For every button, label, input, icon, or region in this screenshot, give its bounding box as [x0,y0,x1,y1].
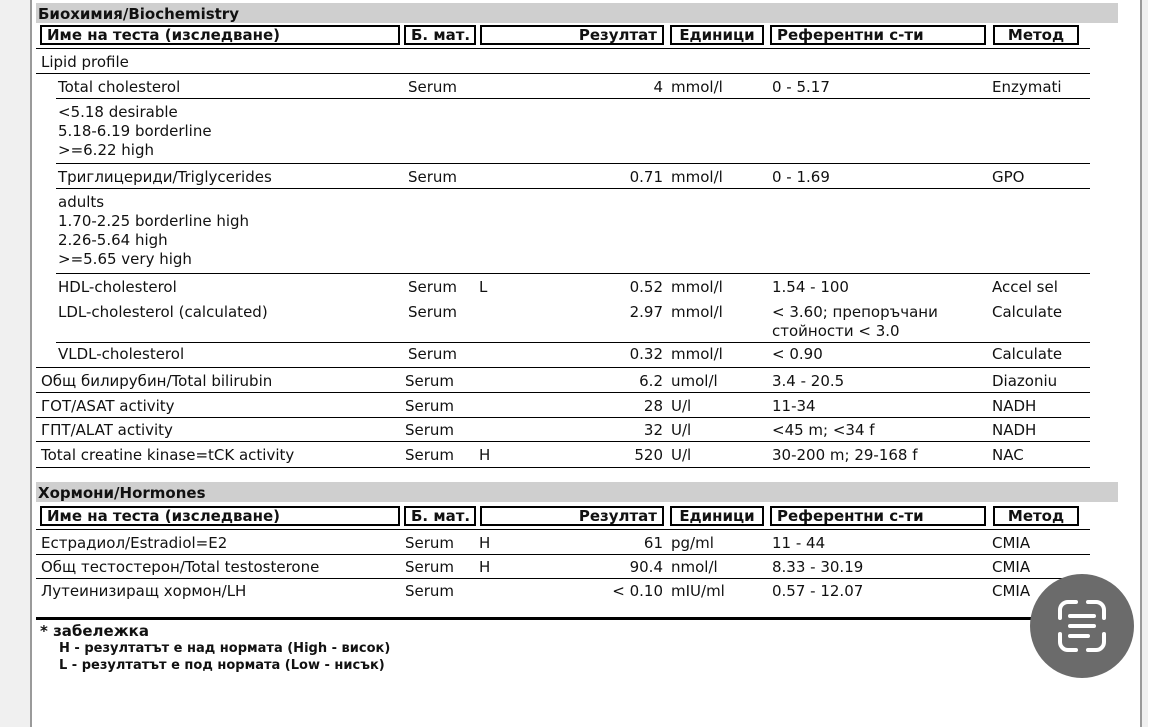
material: Serum [405,582,455,600]
reference-range: 0 - 5.17 [772,78,830,96]
result-value: 28 [643,397,663,415]
footnote-title: * забележка [40,622,149,640]
result-value: < 0.10 [612,582,663,600]
material: Serum [405,421,455,439]
method: Calculate [992,345,1063,363]
test-name: Общ билирубин/Total bilirubin [41,372,273,390]
row-divider [56,188,1090,189]
material: Serum [408,278,458,296]
material: Serum [405,446,455,464]
note-line: >=6.22 high [58,141,155,159]
reference-range: 3.4 - 20.5 [772,372,845,390]
column-header-method: Метод [993,25,1079,45]
reference-range: 0 - 1.69 [772,168,830,186]
header-divider [36,529,1090,530]
reference-range: 11 - 44 [772,534,826,552]
result-value: 0.71 [629,168,663,186]
result-value: 4 [653,78,663,96]
method: Calculate [992,303,1063,321]
flag: L [479,278,488,296]
lab-report-page [30,0,1142,727]
test-name: ГОТ/ASAT activity [41,397,175,415]
method: Enzymati [992,78,1062,96]
test-name: HDL-cholesterol [58,278,177,296]
test-name: Total cholesterol [58,78,181,96]
units: umol/l [671,372,718,390]
note-line: <5.18 desirable [58,103,178,121]
note-line: 5.18-6.19 borderline [58,122,212,140]
note-line: 2.26-5.64 high [58,231,168,249]
material: Serum [408,345,458,363]
row-divider [36,554,1090,555]
method: Diazoniu [992,372,1058,390]
note-line: adults [58,193,105,211]
column-header-method: Метод [993,506,1079,526]
units: mmol/l [671,78,723,96]
test-name: Лутеинизиращ хормон/LH [41,582,247,600]
footnote-low: L - резултатът е под нормата (Low - нисък) [59,658,385,673]
column-header-test: Име на теста (изследване) [40,506,400,526]
test-name: ГПТ/ALAT activity [41,421,173,439]
column-header-material: Б. мат. [404,25,476,45]
method: NADH [992,397,1037,415]
test-name: Общ тестостерон/Total testosterone [41,558,320,576]
units: mmol/l [671,303,723,321]
footnote-high: H - резултатът е над нормата (High - висок) [59,641,391,656]
test-name: Естрадиол/Estradiol=E2 [41,534,228,552]
units: mmol/l [671,278,723,296]
row-divider [56,163,1090,164]
units: mmol/l [671,168,723,186]
section-title-hormones: Хормони/Hormones [36,482,1118,502]
row-divider [36,73,1090,74]
units: mIU/ml [671,582,725,600]
row-divider [36,441,1090,442]
reference-range: 1.54 - 100 [772,278,849,296]
row-divider [36,578,1090,579]
row-divider [36,417,1090,418]
result-value: 520 [634,446,663,464]
row-divider [56,342,1090,343]
column-header-reference: Референтни с-ти [770,25,986,45]
flag: H [479,446,491,464]
units: U/l [671,397,692,415]
flag: H [479,558,491,576]
material: Serum [405,534,455,552]
material: Serum [405,372,455,390]
method: NAC [992,446,1024,464]
material: Serum [408,303,458,321]
units: nmol/l [671,558,718,576]
text-scan-icon [1030,574,1134,678]
result-value: 0.32 [629,345,663,363]
page-edge [1148,0,1170,727]
material: Serum [405,397,455,415]
reference-range: 11-34 [772,397,816,415]
column-header-result: Резултат [480,506,664,526]
row-divider [56,98,1090,99]
column-header-units: Единици [670,25,764,45]
units: mmol/l [671,345,723,363]
header-divider [36,48,1090,49]
reference-range: 30-200 m; 29-168 f [772,446,918,464]
row-divider [36,367,1090,368]
group-label-lipid-profile: Lipid profile [41,53,129,71]
column-header-material: Б. мат. [404,506,476,526]
reference-range-cont: стойности < 3.0 [772,322,900,340]
flag: H [479,534,491,552]
reference-range: <45 m; <34 f [772,421,875,439]
column-header-reference: Референтни с-ти [770,506,986,526]
note-line: >=5.65 very high [58,250,192,268]
row-divider [56,273,1090,274]
reference-range: < 3.60; препоръчани [772,303,938,321]
method: CMIA [992,582,1031,600]
method: NADH [992,421,1037,439]
result-value: 6.2 [639,372,663,390]
method: CMIA [992,558,1031,576]
material: Serum [405,558,455,576]
method: GPO [992,168,1025,186]
test-name: Триглицериди/Triglycerides [58,168,272,186]
material: Serum [408,168,458,186]
units: pg/ml [671,534,714,552]
reference-range: 8.33 - 30.19 [772,558,864,576]
test-name: LDL-cholesterol (calculated) [58,303,268,321]
test-name: VLDL-cholesterol [58,345,185,363]
text-scan-button[interactable] [1030,574,1134,678]
row-divider [36,467,1090,468]
section-title-biochemistry: Биохимия/Biochemistry [36,3,1118,23]
column-header-result: Резултат [480,25,664,45]
section-divider [36,617,1090,620]
units: U/l [671,446,692,464]
note-line: 1.70-2.25 borderline high [58,212,250,230]
result-value: 0.52 [629,278,663,296]
result-value: 61 [643,534,663,552]
method: CMIA [992,534,1031,552]
column-header-test: Име на теста (изследване) [40,25,400,45]
result-value: 2.97 [629,303,663,321]
row-divider [36,392,1090,393]
reference-range: 0.57 - 12.07 [772,582,864,600]
test-name: Total creatine kinase=tCK activity [41,446,295,464]
column-header-units: Единици [670,506,764,526]
result-value: 32 [643,421,663,439]
result-value: 90.4 [629,558,663,576]
material: Serum [408,78,458,96]
reference-range: < 0.90 [772,345,823,363]
method: Accel sel [992,278,1058,296]
units: U/l [671,421,692,439]
